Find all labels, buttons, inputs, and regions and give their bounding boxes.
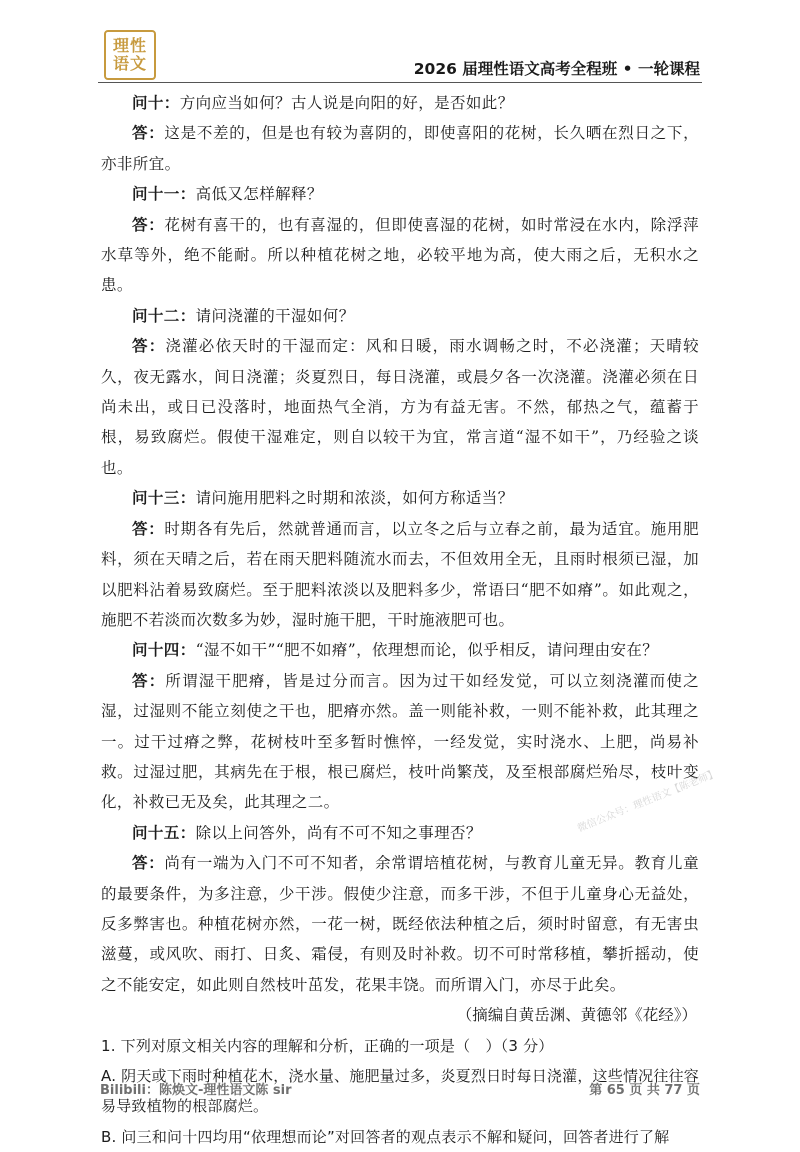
answer-11: 答：花树有喜干的，也有喜湿的，但即使喜湿的花树，如时常浸在水内，除浮萍水草等外，绝不能耐。所以种植花树之地，必较平地为高，使大雨之后，无积水之患。: [101, 214, 699, 295]
answer-12: 答：浇灌必依天时的干湿而定：风和日暖，雨水调畅之时，不必浇灌；天晴较久，夜无露水，间日浇灌；炎夏烈日，每日浇灌，或晨夕各一次浇灌。浇灌必须在日尚未出，或日已没落时，地面热气全消，方为有益无害。不然，郁热之气，蕴蓄于根，易致腐烂。假使干湿难定，则自以较干为宜，常言道“湿不如干”，乃经验之谈也。: [101, 336, 699, 477]
logo-text-line1: 理性: [112, 36, 147, 55]
watermark-text: 微信公众号：理性语文【陈老师】: [576, 768, 720, 835]
option-b: B. 问三和问十四均用“依理想而论”对回答者的观点表示不解和疑问，回答者进行了解: [101, 1127, 670, 1146]
question-10: 问十：方向应当如何？古人说是向阳的好，是否如此？: [132, 93, 514, 112]
logo-frame: [104, 30, 156, 80]
answer-10: 答：这是不差的，但是也有较为喜阴的，即使喜阳的花树，长久晒在烈日之下，亦非所宜。: [101, 123, 699, 173]
question-15: 问十五：除以上问答外，尚有不可不知之事理否？: [132, 822, 482, 842]
source-citation: （摘编自黄岳渊、黄德邻《花经》）: [456, 1006, 697, 1025]
question-12: 问十二：请问浇灌的干湿如何？: [132, 305, 355, 325]
answer-15: 答：尚有一端为入门不可不知者，余常谓培植花树，与教育儿童无异。教育儿童的最要条件，为多注意，少干涉。假使少注意，而多干涉，不但于儿童身心无益处，反多弊害也。种植花树亦然，一花一树，既经依法种植之后，须时时留意，有无害虫滋蔓，或风吹、雨打、日炙、霜侵，有则及时补救。切不可时常移植，攀折摇动，使之不能安定，如此则自然枝叶茁发，花果丰饶。而所谓入门，亦尽于此矣。: [101, 853, 699, 994]
brand-logo: [98, 26, 158, 82]
question-14: 问十四：“湿不如干”“肥不如瘠”，依理想而论，似乎相反，请问理由安在？: [132, 640, 659, 660]
document-body: [101, 88, 699, 1152]
answer-13: 答：时期各有先后，然就普通而言，以立冬之后与立春之前，最为适宜。施用肥料，须在天晴之后，若在雨天肥料随流水而去，不但效用全无，且雨时根须已湿，加以肥料沾着易致腐烂。至于肥料浓淡以及肥料多少，常语曰“肥不如瘠”。如此观之，施肥不若淡而次数多为妙，湿时施干肥，干时施液肥可也。: [101, 518, 699, 629]
footer-bilibili: Bilibili：陈焕文-理性语文陈 sir: [100, 1083, 292, 1098]
answer-14: 答：所谓湿干肥瘠，皆是过分而言。因为过干如经发觉，可以立刻浇灌而使之湿，过湿则不能立刻使之干也，肥瘠亦然。盖一则能补救，一则不能补救，此其理之一。过干过瘠之弊，花树枝叶至多暂时憔悴，一经发觉，实时浇水、上肥，尚易补救。过湿过肥，其病先在于根，根已腐烂，枝叶尚繁茂，及至根部腐烂殆尽，枝叶变化，补救已无及矣，此其理之二。: [101, 670, 699, 812]
header-divider: [98, 82, 702, 83]
question-13: 问十三：请问施用肥料之时期和浓淡，如何方称适当？: [132, 488, 514, 508]
exercise-question-1: 1. 下列对原文相关内容的理解和分析，正确的一项是（ ）（3 分）: [101, 1036, 554, 1055]
logo-text-line2: 语文: [112, 54, 147, 73]
option-a: A. 阴天或下雨时种植花木，浇水量、施肥量过多，炎夏烈日时每日浇灌，这些情况往往容易导致植物的根部腐烂。: [101, 1067, 699, 1116]
footer-page-number: 第 65 页 共 77 页: [589, 1083, 700, 1098]
page-header-title: 2026 届理性语文高考全程班 • 一轮课程: [413, 60, 700, 78]
question-11: 问十一：高低又怎样解释？: [132, 184, 323, 204]
